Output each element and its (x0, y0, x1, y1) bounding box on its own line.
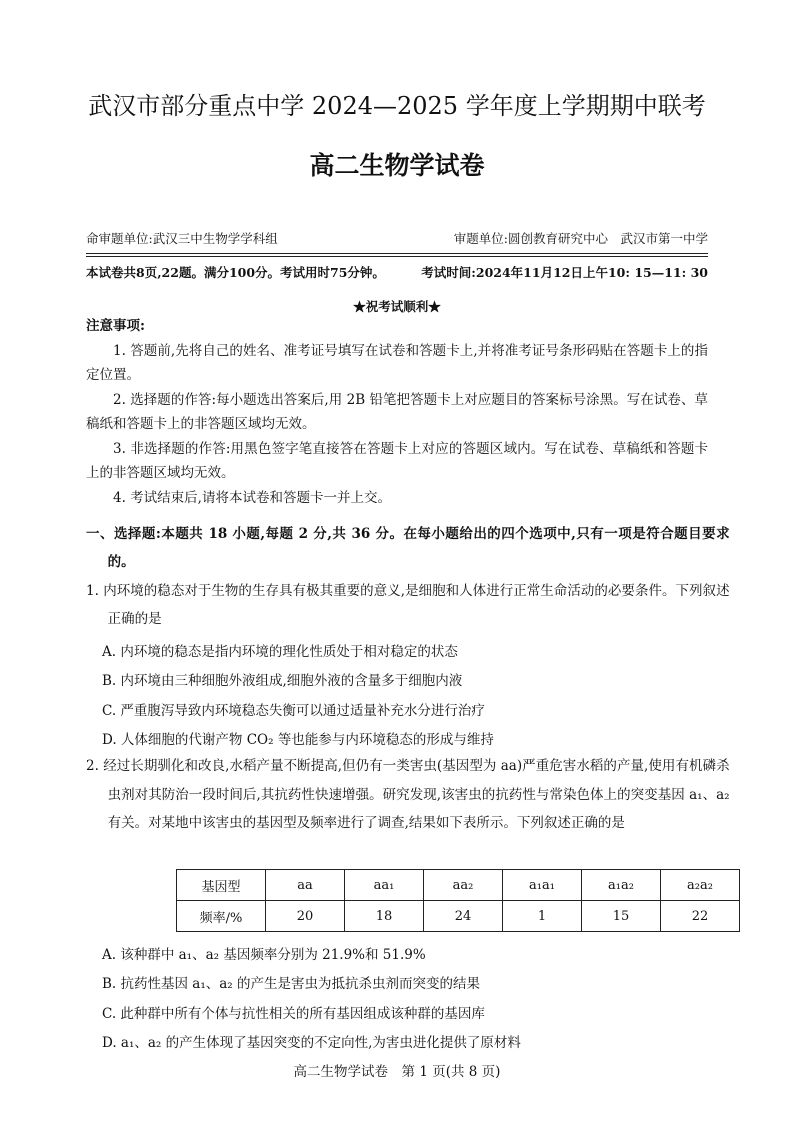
table-cell: 22 (661, 901, 740, 932)
page-footer: 高二生物学试卷 第 1 页(共 8 页) (293, 1064, 501, 1080)
table-row (177, 901, 740, 932)
question-1-stem: 1. 内环境的稳态对于生物的生存具有极其重要的意义,是细胞和人体进行正常生命活动的必要条件。下列叙述正确的是 (86, 583, 730, 627)
table-cell: 18 (345, 901, 424, 932)
q2-option-b: B. 抗药性基因 a₁、a₂ 的产生是害虫为抵抗杀虫剂而突变的结果 (102, 976, 481, 992)
q1-option-d: D. 人体细胞的代谢产物 CO₂ 等也能参与内环境稳态的形成与维持 (102, 732, 494, 748)
exam-time: 考试时间:2024年11月12日上午10: 15—11: 30 (421, 265, 708, 280)
divider (86, 253, 708, 254)
table-cell: 24 (424, 901, 503, 932)
table-cell: 1 (503, 901, 582, 932)
q2-option-d: D. a₁、a₂ 的产生体现了基因突变的不定向性,为害虫进化提供了原材料 (102, 1035, 521, 1051)
section-heading: 一、选择题:本题共 18 小题,每题 2 分,共 36 分。在每小题给出的四个选项中,只有一项是符合题目要求的。 (86, 526, 730, 570)
table-cell: aa (266, 870, 345, 901)
table-cell: a₁a₁ (503, 870, 582, 901)
wish-text: ★祝考试顺利★ (353, 299, 441, 314)
table-cell: 频率/% (177, 901, 266, 932)
table-cell: a₁a₂ (582, 870, 661, 901)
table-cell: 基因型 (177, 870, 266, 901)
table-cell: 20 (266, 901, 345, 932)
q2-option-a: A. 该种群中 a₁、a₂ 基因频率分别为 21.9%和 51.9% (102, 947, 426, 963)
table-cell: aa₁ (345, 870, 424, 901)
divider (86, 256, 708, 257)
question-2-stem: 2. 经过长期驯化和改良,水稻产量不断提高,但仍有一类害虫(基因型为 aa)严重危害水稻的产量,使用有机磷杀虫剂对其防治一段时间后,其抗药性快速增强。研究发现,该害虫的抗药性与常染色体上的突变基因 a₁、a₂ 有关。对某地中该害虫的基因型及频率进行了调查,结果如下表所示。下列叙述正确的是 (86, 758, 730, 831)
notes-list (86, 339, 708, 510)
note-item: 1. 答题前,先将自己的姓名、准考证号填写在试卷和答题卡上,并将准考证号条形码贴在答题卡上的指定位置。 (86, 343, 708, 383)
table-cell: aa₂ (424, 870, 503, 901)
table-header-row (177, 870, 740, 901)
q1-option-b: B. 内环境由三种细胞外液组成,细胞外液的含量多于细胞内液 (102, 673, 463, 689)
note-item: 3. 非选择题的作答:用黑色签字笔直接答在答题卡上对应的答题区域内。写在试卷、草稿纸和答题卡上的非答题区域均无效。 (86, 441, 708, 481)
notes-heading: 注意事项: (86, 318, 145, 334)
exam-subtitle: 高二生物学试卷 (309, 151, 485, 180)
genotype-table (176, 869, 740, 932)
setter-unit: 命审题单位:武汉三中生物学学科组 (86, 231, 278, 246)
note-item: 2. 选择题的作答:每小题选出答案后,用 2B 铅笔把答题卡上对应题目的答案标号涂黑。写在试卷、草稿纸和答题卡上的非答题区域均无效。 (86, 392, 708, 432)
reviewer-unit: 审题单位:圆创教育研究中心 武汉市第一中学 (453, 231, 708, 246)
q2-option-c: C. 此种群中所有个体与抗性相关的所有基因组成该种群的基因库 (102, 1006, 485, 1022)
q1-option-c: C. 严重腹泻导致内环境稳态失衡可以通过适量补充水分进行治疗 (102, 703, 485, 719)
table-cell: 15 (582, 901, 661, 932)
exam-info: 本试卷共8页,22题。满分100分。考试用时75分钟。 (86, 265, 385, 280)
q1-option-a: A. 内环境的稳态是指内环境的理化性质处于相对稳定的状态 (102, 644, 458, 660)
note-item: 4. 考试结束后,请将本试卷和答题卡一并上交。 (113, 490, 391, 506)
exam-title: 武汉市部分重点中学 2024—2025 学年度上学期期中联考 (88, 92, 706, 120)
table-cell: a₂a₂ (661, 870, 740, 901)
